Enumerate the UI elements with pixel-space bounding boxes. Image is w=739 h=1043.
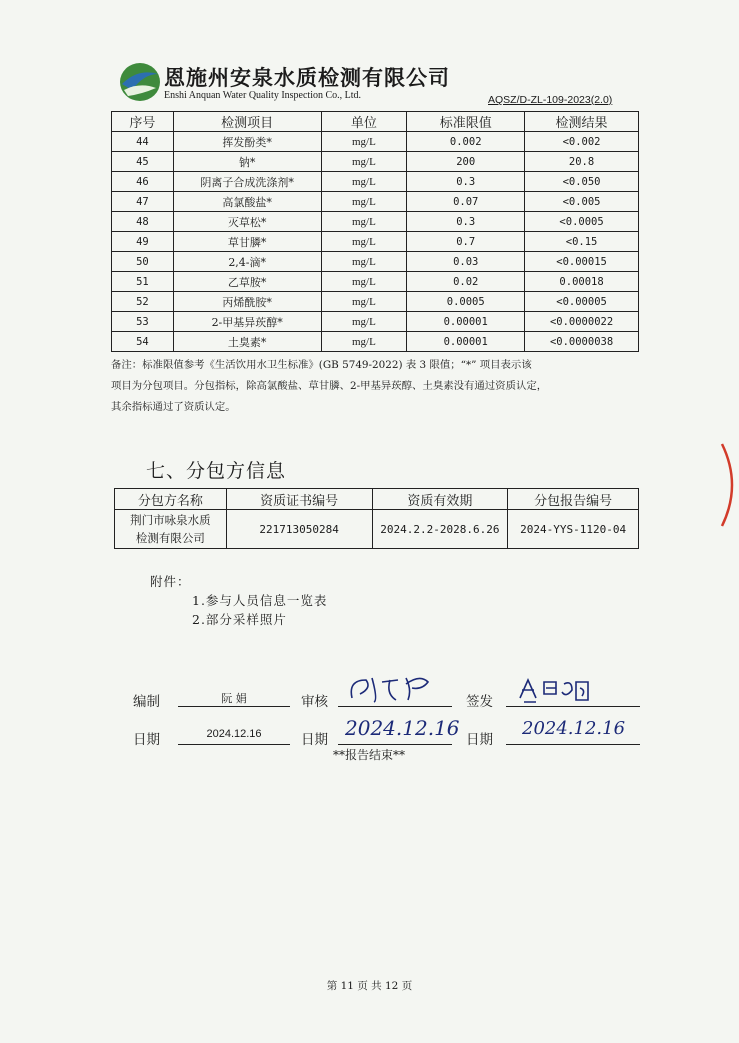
header-index: 序号 [112,112,174,132]
date-label: 日期 [466,732,493,748]
item-cell: 钠* [173,152,321,172]
section-title-subcontract: 七、分包方信息 [146,460,287,482]
unit-cell: mg/L [321,132,407,152]
limit-cell: 0.002 [407,132,525,152]
issue-date-line [506,744,640,745]
table-row [112,332,639,352]
unit-cell: mg/L [321,272,407,292]
sub-name-line: 荆门市咏泉水质 [130,513,211,527]
report-end: **报告结束** [333,748,406,762]
item-cell: 土臭素* [173,332,321,352]
index-cell: 45 [112,152,174,172]
unit-cell: mg/L [321,212,407,232]
index-cell: 53 [112,312,174,332]
table-row [112,152,639,172]
limit-cell: 0.03 [407,252,525,272]
index-cell: 50 [112,252,174,272]
item-cell: 灭草松* [173,212,321,232]
compile-date: 2024.12.16 [178,728,290,745]
limit-cell: 0.00001 [407,312,525,332]
header-validity: 资质有效期 [372,489,508,510]
result-cell: <0.0005 [525,212,639,232]
notes-line: 项目为分包项目。分包指标，除高氯酸盐、草甘膦、2-甲基异莰醇、土臭素没有通过资质认定， [111,380,548,392]
header-cert-no: 资质证书编号 [226,489,372,510]
seal-edge-icon [716,440,739,530]
limit-cell: 0.0005 [407,292,525,312]
issue-label: 签发 [466,694,493,710]
result-cell: <0.0000022 [525,312,639,332]
index-cell: 54 [112,332,174,352]
header-unit: 单位 [321,112,407,132]
unit-cell: mg/L [321,332,407,352]
header-report-no: 分包报告编号 [508,489,639,510]
issue-line [506,706,640,707]
validity-cell: 2024.2.2-2028.6.26 [372,510,508,549]
item-cell: 2-甲基异莰醇* [173,312,321,332]
table-row [112,292,639,312]
cert-no-cell: 221713050284 [226,510,372,549]
item-cell: 阴离子合成洗涤剂* [173,172,321,192]
header-limit: 标准限值 [407,112,525,132]
notes [111,355,641,418]
notes-line: 备注：标准限值参考《生活饮用水卫生标准》(GB 5749-2022) 表 3 限值；“*” 项目表示该 [111,359,532,371]
table-row [115,510,639,549]
table-row [112,192,639,212]
attachments-title: 附件： [150,574,191,589]
review-signature-icon [338,670,452,706]
result-cell: <0.0000038 [525,332,639,352]
notes-line: 其余指标通过了资质认定。 [111,401,236,413]
index-cell: 48 [112,212,174,232]
table-row [112,132,639,152]
attachment-item: 1.参与人员信息一览表 [192,593,328,608]
results-table [111,111,639,352]
index-cell: 51 [112,272,174,292]
page-footer: 第 11 页 共 12 页 [326,980,413,992]
company-logo-icon [118,60,162,104]
subcontract-table [114,488,639,549]
subcontract-table-header [115,489,639,510]
issue-signature-icon [506,672,640,706]
table-row [112,252,639,272]
item-cell: 高氯酸盐* [173,192,321,212]
date-label: 日期 [133,732,160,748]
date-label: 日期 [301,732,328,748]
limit-cell: 0.02 [407,272,525,292]
result-cell: <0.002 [525,132,639,152]
review-date-line [338,744,452,745]
unit-cell: mg/L [321,292,407,312]
header-result: 检测结果 [525,112,639,132]
limit-cell: 0.07 [407,192,525,212]
document-code: AQSZ/D-ZL-109-2023(2.0) [488,94,613,106]
company-name-cn: 恩施州安泉水质检测有限公司 [164,65,450,90]
table-row [112,232,639,252]
index-cell: 52 [112,292,174,312]
review-label: 审核 [301,694,328,710]
issue-date: 2024.12.16 [522,718,626,739]
table-row [112,272,639,292]
limit-cell: 0.3 [407,212,525,232]
attachment-item: 2.部分采样照片 [192,612,287,627]
unit-cell: mg/L [321,252,407,272]
item-cell: 草甘膦* [173,232,321,252]
unit-cell: mg/L [321,192,407,212]
unit-cell: mg/L [321,152,407,172]
unit-cell: mg/L [321,232,407,252]
item-cell: 乙草胺* [173,272,321,292]
index-cell: 49 [112,232,174,252]
result-cell: <0.050 [525,172,639,192]
table-row [112,312,639,332]
index-cell: 44 [112,132,174,152]
limit-cell: 0.7 [407,232,525,252]
review-line [338,706,452,707]
item-cell: 2,4-滴* [173,252,321,272]
result-cell: <0.00005 [525,292,639,312]
item-cell: 挥发酚类* [173,132,321,152]
result-cell: <0.00015 [525,252,639,272]
limit-cell: 200 [407,152,525,172]
company-name-en: Enshi Anquan Water Quality Inspection Co., Ltd. [164,90,362,101]
review-date: 2024.12.16 [345,716,460,740]
unit-cell: mg/L [321,312,407,332]
results-table-header [112,112,639,132]
header-item: 检测项目 [173,112,321,132]
compile-name: 阮 娟 [178,690,290,707]
unit-cell: mg/L [321,172,407,192]
result-cell: 20.8 [525,152,639,172]
header-sub-name: 分包方名称 [115,489,227,510]
item-cell: 丙烯酰胺* [173,292,321,312]
report-no-cell: 2024-YYS-1120-04 [508,510,639,549]
result-cell: <0.005 [525,192,639,212]
compile-label: 编制 [133,694,160,710]
result-cell: <0.15 [525,232,639,252]
index-cell: 47 [112,192,174,212]
table-row [112,212,639,232]
sub-name-line: 检测有限公司 [135,531,205,545]
result-cell: 0.00018 [525,272,639,292]
index-cell: 46 [112,172,174,192]
limit-cell: 0.00001 [407,332,525,352]
table-row [112,172,639,192]
limit-cell: 0.3 [407,172,525,192]
sub-name-cell [115,510,227,549]
